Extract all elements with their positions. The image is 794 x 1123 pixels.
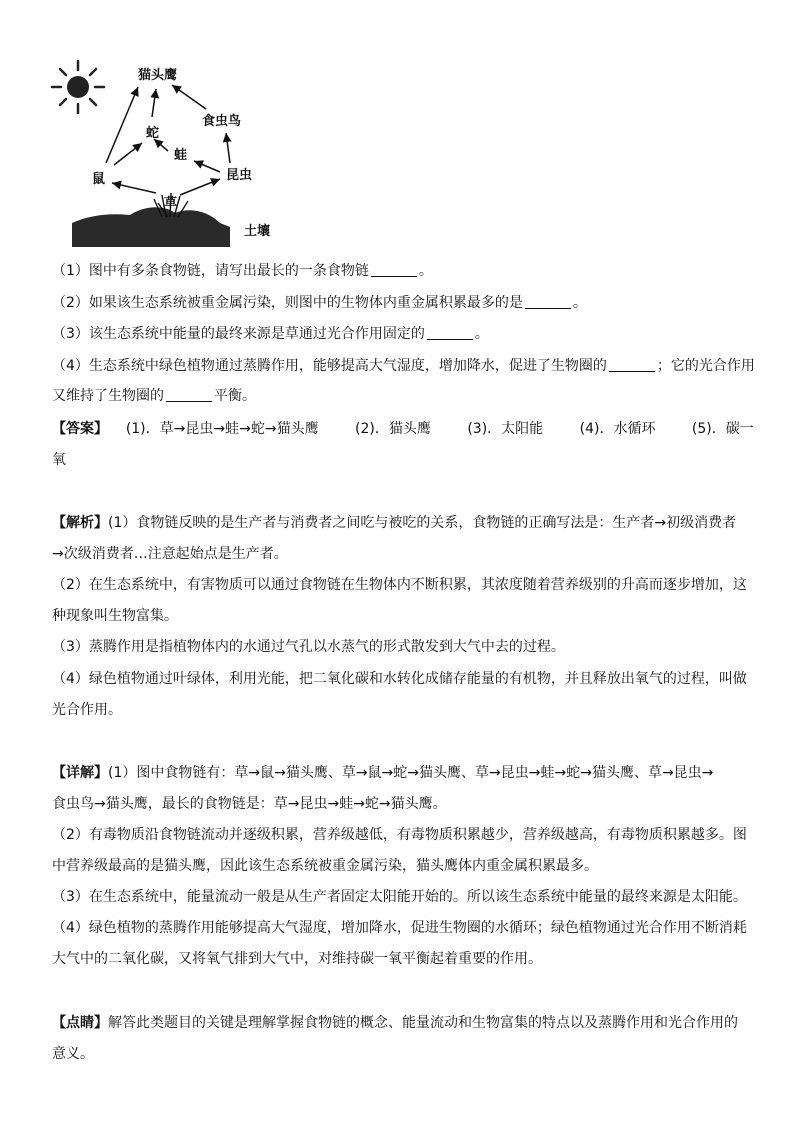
- question-2: （2）如果该生态系统被重金属污染，则图中的生物体内重金属积累最多的是 。: [52, 295, 587, 311]
- analysis-line: 种现象叫生物富集。: [52, 608, 178, 624]
- answer-item: (3)．太阳能: [467, 421, 544, 437]
- answer-item: (4)．水循环: [579, 421, 656, 437]
- comment-line: 意义。: [52, 1046, 94, 1062]
- label-frog: 蛙: [174, 148, 188, 163]
- question-4: （4）生态系统中绿色植物通过蒸腾作用，能够提高大气湿度，增加降水，促进了生物圈的 ；它的光合作用: [52, 358, 755, 374]
- answer-blank: [525, 294, 571, 309]
- comment-line-1: 【点睛】解答此类题目的关键是理解掌握食物链的概念、能量流动和生物富集的特点以及蒸腾作用和光合作用的: [52, 1015, 738, 1031]
- answer-item: (5)．碳一: [691, 421, 754, 437]
- answer-continuation: 氧: [52, 452, 66, 468]
- question-3: （3）该生态系统中能量的最终来源是草通过光合作用固定的 。: [52, 326, 489, 342]
- answer-blank: [166, 387, 212, 402]
- question-1: （1）图中有多条食物链，请写出最长的一条食物链 。: [52, 263, 433, 279]
- label-insect: 昆虫: [226, 168, 253, 183]
- detail-line: （2）有毒物质沿食物链流动并逐级积累，营养级越低，有毒物质积累越少，营养级越高，有毒物质积累越多。图: [52, 827, 747, 843]
- food-web-diagram: [50, 55, 290, 255]
- analysis-line: （3）蒸腾作用是指植物体内的水通过气孔以水蒸气的形式散发到大气中去的过程。: [52, 639, 565, 655]
- detail-line-1: 【详解】(1）图中食物链有：草→鼠→猫头鹰、草→鼠→蛇→猫头鹰、草→昆虫→蛙→蛇→猫头鹰、草→昆虫→: [52, 765, 714, 781]
- sun-icon: [52, 61, 104, 113]
- label-soil: 土壤: [244, 224, 271, 239]
- answer-blank: [427, 325, 473, 340]
- detail-line: 食虫鸟→猫头鹰，最长的食物链是：草→昆虫→蛙→蛇→猫头鹰。: [52, 796, 447, 812]
- detail-line: （4）绿色植物的蒸腾作用能够提高大气湿度，增加降水，促进生物圈的水循环；绿色植物通过光合作用不断消耗: [52, 920, 747, 936]
- question-4-cont: 又维持了生物圈的 平衡。: [52, 388, 256, 404]
- detail-line: 大气中的二氧化碳，又将氧气排到大气中，对维持碳一氧平衡起着重要的作用。: [52, 951, 542, 967]
- soil-mound: [72, 207, 230, 247]
- analysis-line: （4）绿色植物通过叶绿体，利用光能，把二氧化碳和水转化成储存能量的有机物，并且释放出氧气的过程，叫做: [52, 671, 747, 687]
- analysis-tag: 【解析】: [52, 515, 108, 531]
- analysis-line: →次级消费者…注意起始点是生产者。: [52, 546, 288, 562]
- comment-tag: 【点睛】: [52, 1015, 108, 1031]
- answer-item: (2)．猫头鹰: [355, 421, 431, 437]
- label-snake: 蛇: [146, 126, 160, 141]
- answer-blank: [371, 262, 417, 277]
- analysis-line-1: 【解析】(1）食物链反映的是生产者与消费者之间吃与被吃的关系，食物链的正确写法是：生产者→初级消费者: [52, 515, 737, 531]
- label-insect-bird: 食虫鸟: [202, 114, 242, 129]
- label-owl: 猫头鹰: [138, 68, 178, 83]
- answer-blank: [609, 357, 655, 372]
- answer-item: (1)．草→昆虫→蛙→蛇→猫头鹰: [125, 421, 319, 437]
- label-grass: 草: [164, 196, 178, 211]
- answer-tag: 【答案】: [52, 421, 108, 437]
- answer-line: [52, 418, 754, 440]
- detail-tag: 【详解】: [52, 765, 108, 781]
- detail-line: 中营养级最高的是猫头鹰，因此该生态系统被重金属污染，猫头鹰体内重金属积累最多。: [52, 858, 598, 874]
- label-mouse: 鼠: [92, 172, 106, 187]
- analysis-line: （2）在生态系统中，有害物质可以通过食物链在生物体内不断积累，其浓度随着营养级别的升高而逐步增加，这: [52, 577, 747, 593]
- detail-line: （3）在生态系统中，能量流动一般是从生产者固定太阳能开始的。所以该生态系统中能量的最终来源是太阳能。: [52, 889, 747, 905]
- analysis-line: 光合作用。: [52, 702, 122, 718]
